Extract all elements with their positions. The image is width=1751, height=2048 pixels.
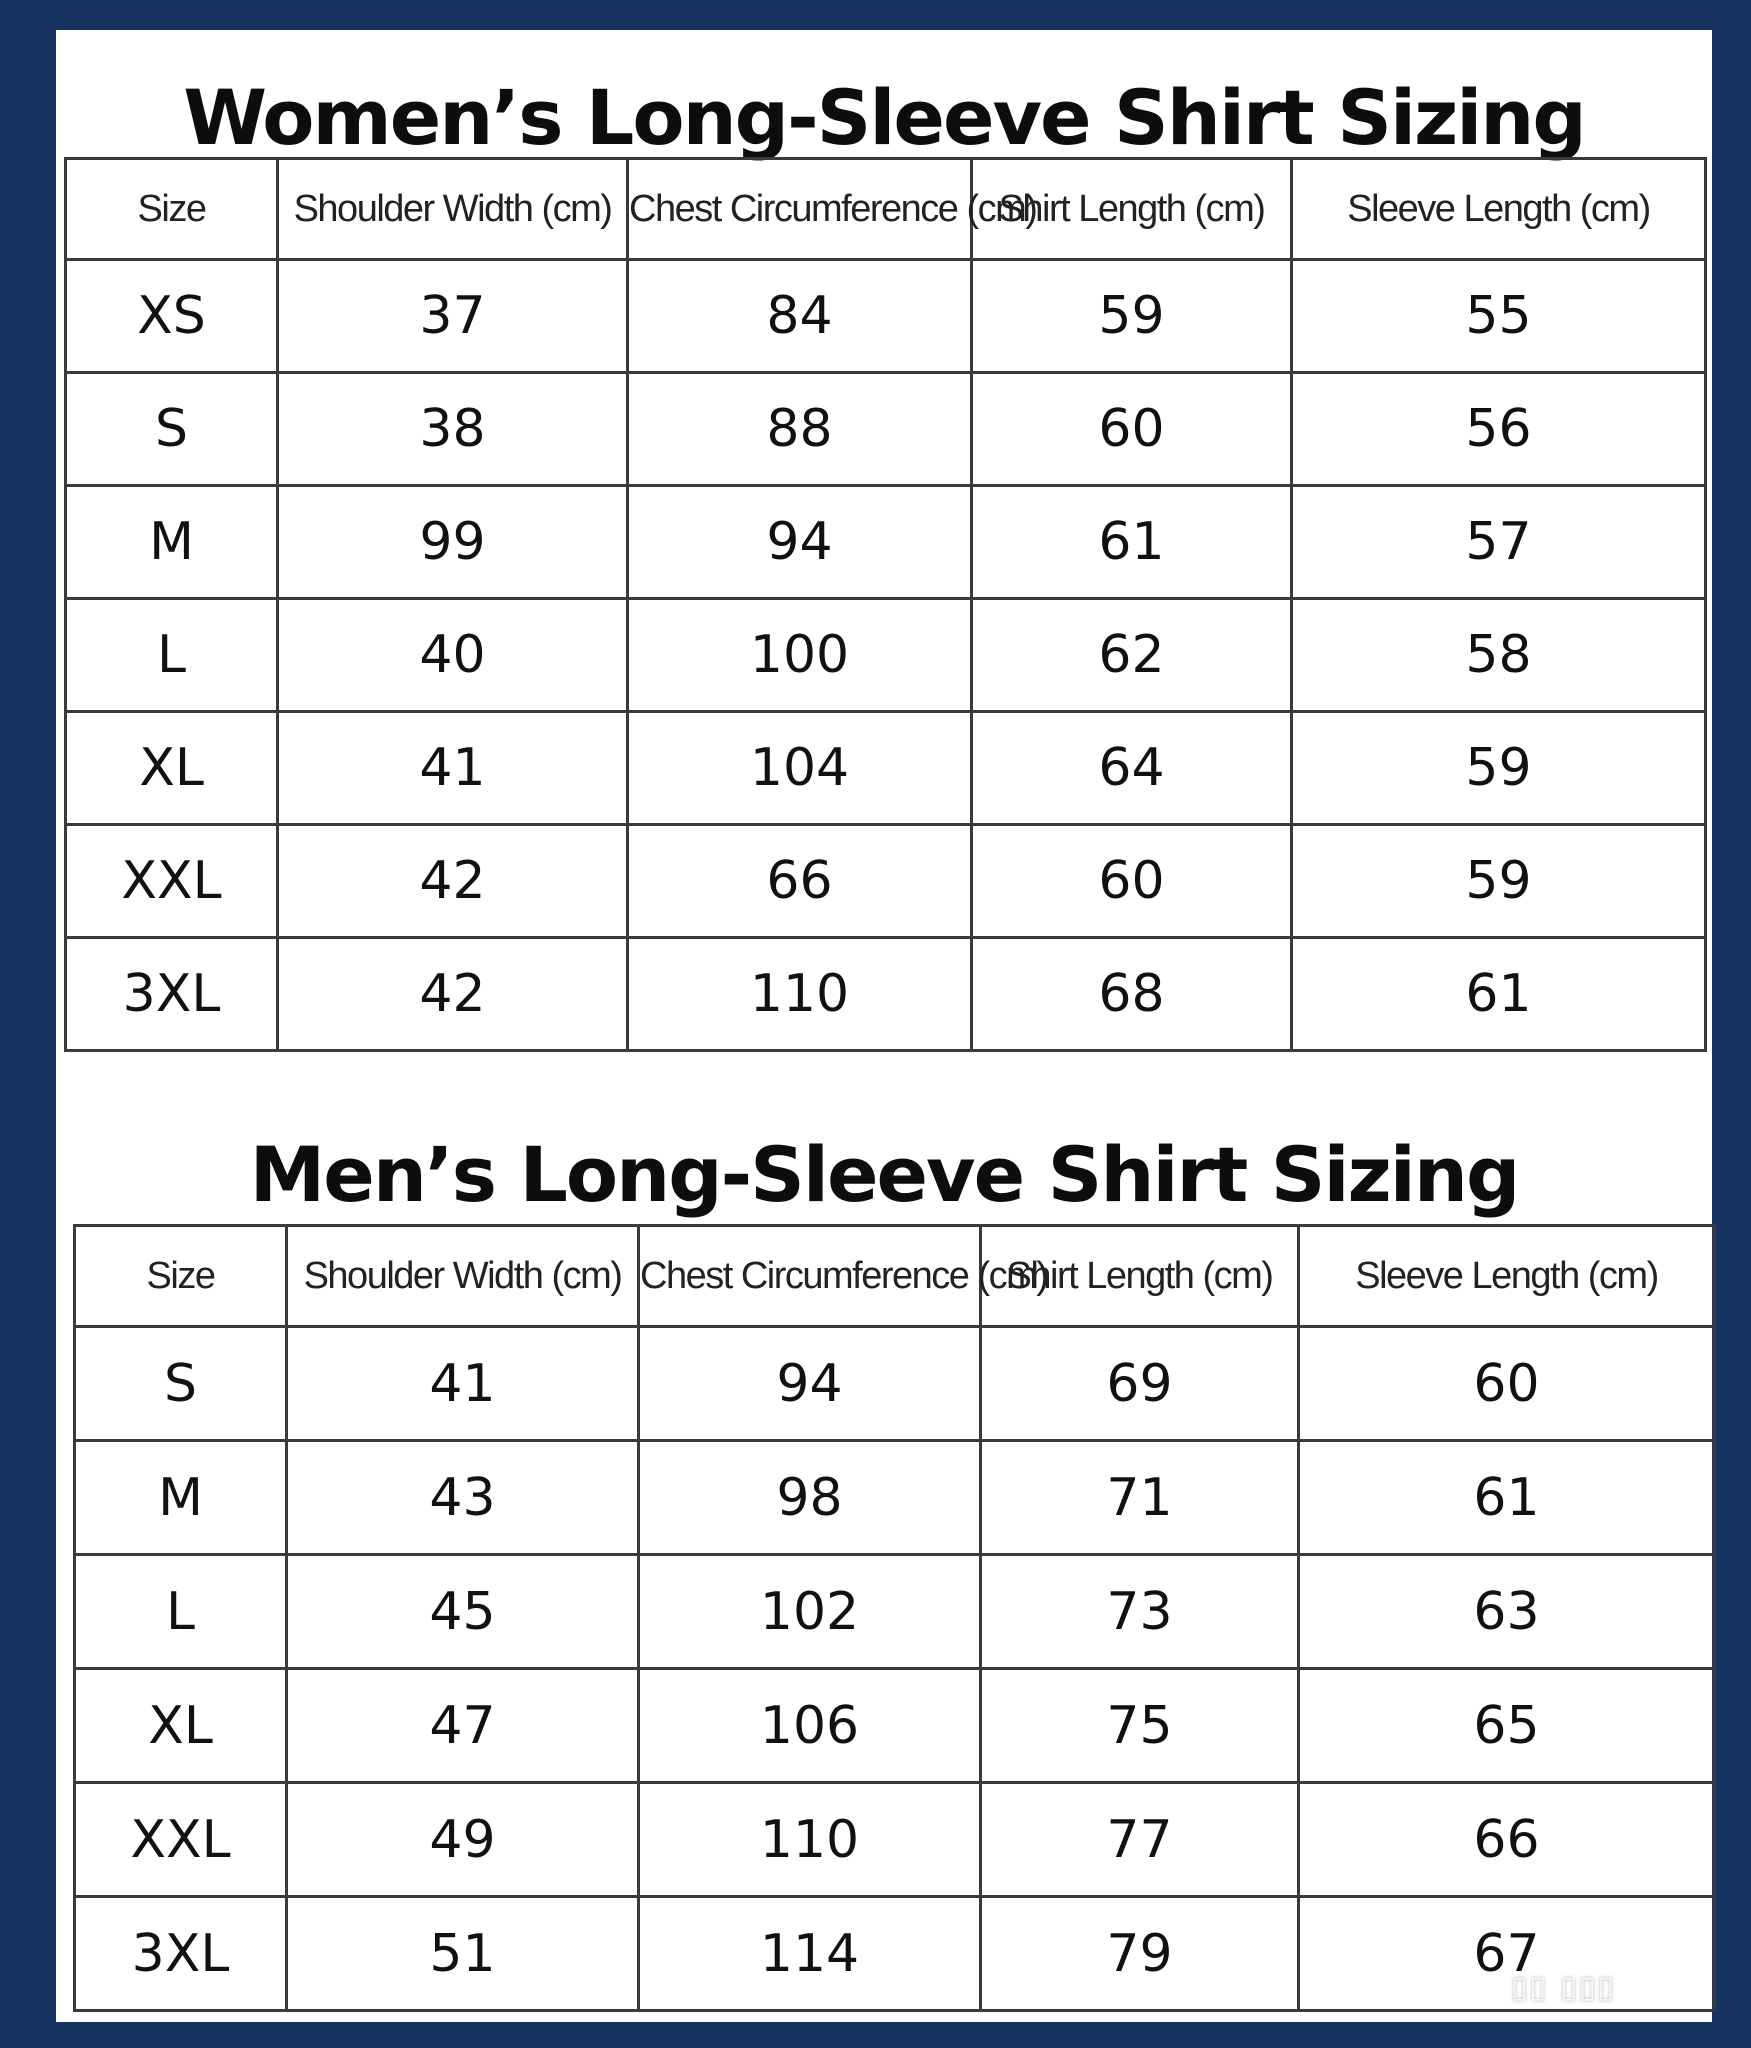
sleeve-length-cell: 58 <box>1292 599 1706 712</box>
size-cell: S <box>66 373 278 486</box>
shoulder-width-cell: 37 <box>278 260 628 373</box>
table-row <box>66 486 1706 599</box>
women-header-chest-circumference: Chest Circumference (cm) <box>628 159 972 260</box>
shirt-length-cell: 75 <box>981 1669 1299 1783</box>
shirt-length-cell: 59 <box>972 260 1292 373</box>
table-row <box>75 1555 1715 1669</box>
sleeve-length-cell: 63 <box>1299 1555 1715 1669</box>
size-cell: XL <box>66 712 278 825</box>
size-cell: M <box>66 486 278 599</box>
shoulder-width-cell: 42 <box>278 938 628 1051</box>
chest-circumference-cell: 110 <box>639 1783 981 1897</box>
shirt-length-cell: 79 <box>981 1897 1299 2011</box>
shirt-length-cell: 68 <box>972 938 1292 1051</box>
shirt-length-cell: 60 <box>972 373 1292 486</box>
chest-circumference-cell: 66 <box>628 825 972 938</box>
sleeve-length-cell: 61 <box>1292 938 1706 1051</box>
shirt-length-cell: 77 <box>981 1783 1299 1897</box>
chest-circumference-cell: 104 <box>628 712 972 825</box>
sleeve-length-cell: 65 <box>1299 1669 1715 1783</box>
men-header-shoulder-width: Shoulder Width (cm) <box>287 1226 639 1327</box>
chest-circumference-cell: 102 <box>639 1555 981 1669</box>
men-header-row <box>75 1226 1715 1327</box>
shirt-length-cell: 73 <box>981 1555 1299 1669</box>
shoulder-width-cell: 45 <box>287 1555 639 1669</box>
table-row <box>75 1897 1715 2011</box>
sleeve-length-cell: 59 <box>1292 712 1706 825</box>
chest-circumference-cell: 94 <box>628 486 972 599</box>
sleeve-length-cell: 66 <box>1299 1783 1715 1897</box>
men-title: Men’s Long-Sleeve Shirt Sizing <box>249 1130 1519 1219</box>
men-size-table <box>73 1224 1716 2012</box>
chest-circumference-cell: 106 <box>639 1669 981 1783</box>
sleeve-length-cell: 60 <box>1299 1327 1715 1441</box>
size-cell: 3XL <box>75 1897 287 2011</box>
shoulder-width-cell: 41 <box>278 712 628 825</box>
shirt-length-cell: 69 <box>981 1327 1299 1441</box>
size-cell: XXL <box>66 825 278 938</box>
men-header-sleeve-length: Sleeve Length (cm) <box>1299 1226 1715 1327</box>
women-header-sleeve-length: Sleeve Length (cm) <box>1292 159 1706 260</box>
table-row <box>75 1327 1715 1441</box>
shoulder-width-cell: 41 <box>287 1327 639 1441</box>
shirt-length-cell: 61 <box>972 486 1292 599</box>
size-chart-sheet <box>56 30 1712 2022</box>
shoulder-width-cell: 47 <box>287 1669 639 1783</box>
men-header-chest-circumference: Chest Circumference (cm) <box>639 1226 981 1327</box>
shoulder-width-cell: 40 <box>278 599 628 712</box>
sleeve-length-cell: 56 <box>1292 373 1706 486</box>
sleeve-length-cell: 55 <box>1292 260 1706 373</box>
size-cell: L <box>66 599 278 712</box>
shoulder-width-cell: 49 <box>287 1783 639 1897</box>
shoulder-width-cell: 38 <box>278 373 628 486</box>
chest-circumference-cell: 84 <box>628 260 972 373</box>
table-row <box>75 1441 1715 1555</box>
shoulder-width-cell: 42 <box>278 825 628 938</box>
chest-circumference-cell: 94 <box>639 1327 981 1441</box>
size-cell: S <box>75 1327 287 1441</box>
table-row <box>66 938 1706 1051</box>
shoulder-width-cell: 51 <box>287 1897 639 2011</box>
size-cell: XXL <box>75 1783 287 1897</box>
shirt-length-cell: 62 <box>972 599 1292 712</box>
table-row <box>75 1783 1715 1897</box>
chest-circumference-cell: 110 <box>628 938 972 1051</box>
women-header-row <box>66 159 1706 260</box>
size-cell: 3XL <box>66 938 278 1051</box>
shirt-length-cell: 71 <box>981 1441 1299 1555</box>
shoulder-width-cell: 43 <box>287 1441 639 1555</box>
chest-circumference-cell: 100 <box>628 599 972 712</box>
men-header-size: Size <box>75 1226 287 1327</box>
size-cell: XS <box>66 260 278 373</box>
sleeve-length-cell: 57 <box>1292 486 1706 599</box>
watermark-logo: ▯▯ ▯▯▯ <box>1511 1970 1616 2005</box>
women-header-size: Size <box>66 159 278 260</box>
size-cell: XL <box>75 1669 287 1783</box>
table-row <box>66 260 1706 373</box>
women-title: Women’s Long-Sleeve Shirt Sizing <box>183 73 1585 162</box>
women-header-shoulder-width: Shoulder Width (cm) <box>278 159 628 260</box>
shirt-length-cell: 64 <box>972 712 1292 825</box>
table-row <box>66 712 1706 825</box>
men-header-shirt-length: Shirt Length (cm) <box>981 1226 1299 1327</box>
size-cell: L <box>75 1555 287 1669</box>
table-row <box>66 373 1706 486</box>
table-row <box>66 599 1706 712</box>
chest-circumference-cell: 88 <box>628 373 972 486</box>
chest-circumference-cell: 98 <box>639 1441 981 1555</box>
table-row <box>66 825 1706 938</box>
size-cell: M <box>75 1441 287 1555</box>
shirt-length-cell: 60 <box>972 825 1292 938</box>
table-row <box>75 1669 1715 1783</box>
sleeve-length-cell: 61 <box>1299 1441 1715 1555</box>
chest-circumference-cell: 114 <box>639 1897 981 2011</box>
women-header-shirt-length: Shirt Length (cm) <box>972 159 1292 260</box>
sleeve-length-cell: 67 <box>1299 1897 1715 2011</box>
women-size-table <box>64 157 1707 1052</box>
sleeve-length-cell: 59 <box>1292 825 1706 938</box>
shoulder-width-cell: 99 <box>278 486 628 599</box>
